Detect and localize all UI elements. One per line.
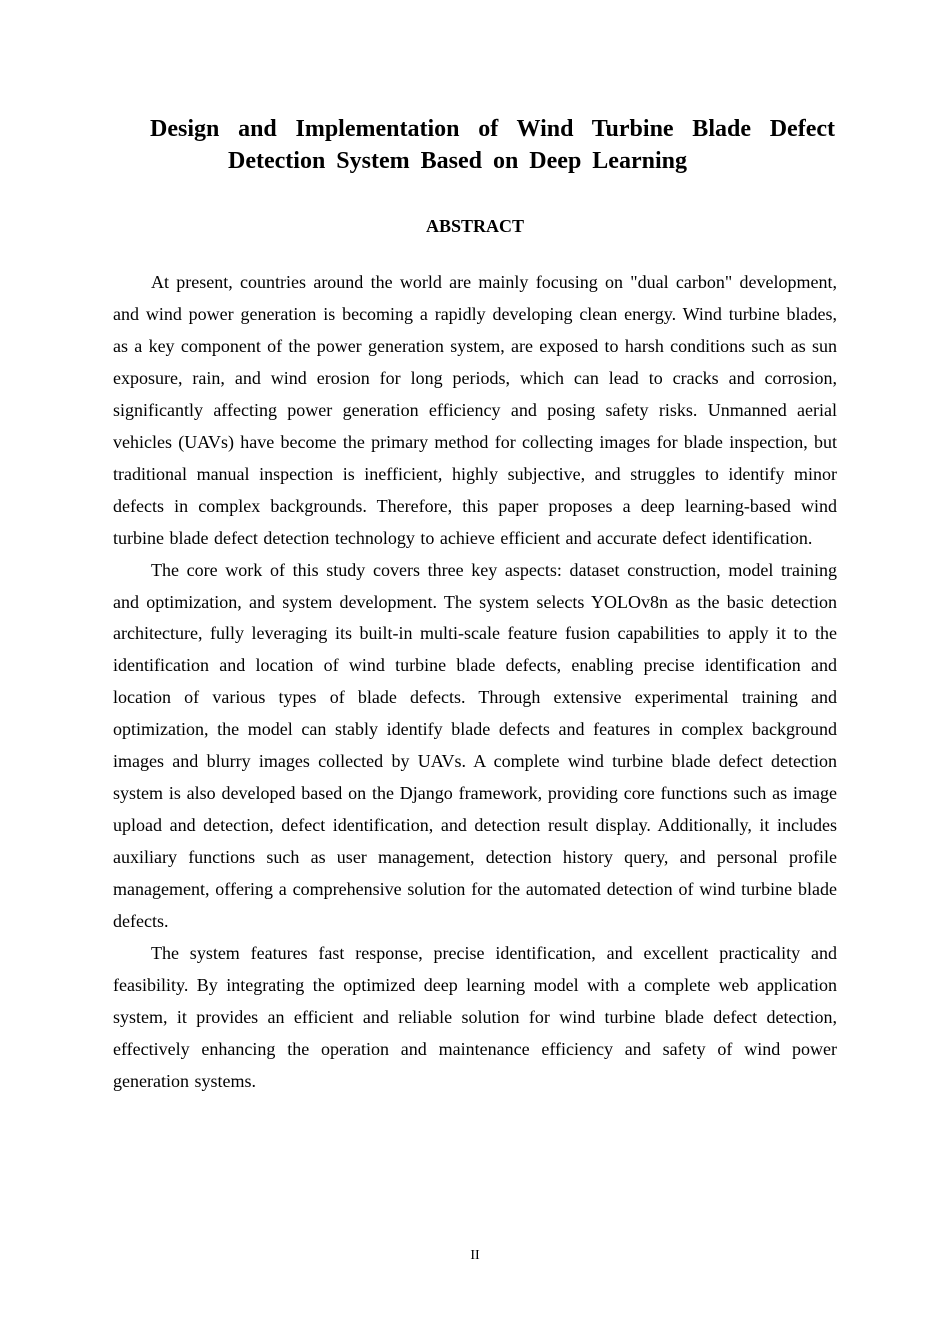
abstract-body <box>113 267 837 1098</box>
abstract-paragraph-1: At present, countries around the world are mainly focusing on "dual carbon" development, and wind power generation is becoming a rapidly developing clean energy. Wind turbine blades, as a key component of the power generation system, are exposed to harsh conditions such as sun exposure, rain, and wind erosion for long periods, which can lead to cracks and corrosion, significantly affecting power generation efficiency and posing safety risks. Unmanned aerial vehicles (UAVs) have become the primary method for collecting images for blade inspection, but traditional manual inspection is inefficient, highly subjective, and struggles to identify minor defects in complex backgrounds. Therefore, this paper proposes a deep learning-based wind turbine blade defect detection technology to achieve efficient and accurate defect identification. <box>113 272 837 548</box>
abstract-paragraph-3: The system features fast response, precise identification, and excellent practicality and feasibility. By integrating the optimized deep learning model with a complete web application system, it provides an efficient and reliable solution for wind turbine blade defect detection, effectively enhancing the operation and maintenance efficiency and safety of wind power generation systems. <box>113 943 837 1091</box>
abstract-paragraph-2: The core work of this study covers three key aspects: dataset construction, model training and optimization, and system development. The system selects YOLOv8n as the basic detection architecture, fully leveraging its built-in multi-scale feature fusion capabilities to apply it to the identification and location of wind turbine blade defects, enabling precise identification and location of various types of blade defects. Through extensive experimental training and optimization, the model can stably identify blade defects and features in complex background images and blurry images collected by UAVs. A complete wind turbine blade defect detection system is also developed based on the Django framework, providing core functions such as image upload and detection, defect identification, and detection result display. Additionally, it includes auxiliary functions such as user management, detection history query, and personal profile management, offering a comprehensive solution for the automated detection of wind turbine blade defects. <box>113 559 837 932</box>
paper-title <box>150 113 835 177</box>
paper-title-line-1: Design and Implementation of Wind Turbine Blade Defect <box>150 116 835 142</box>
page-number: II <box>470 1248 480 1263</box>
abstract-heading: ABSTRACT <box>425 216 525 236</box>
paper-title-line-2: Detection System Based on Deep Learning <box>228 148 687 174</box>
